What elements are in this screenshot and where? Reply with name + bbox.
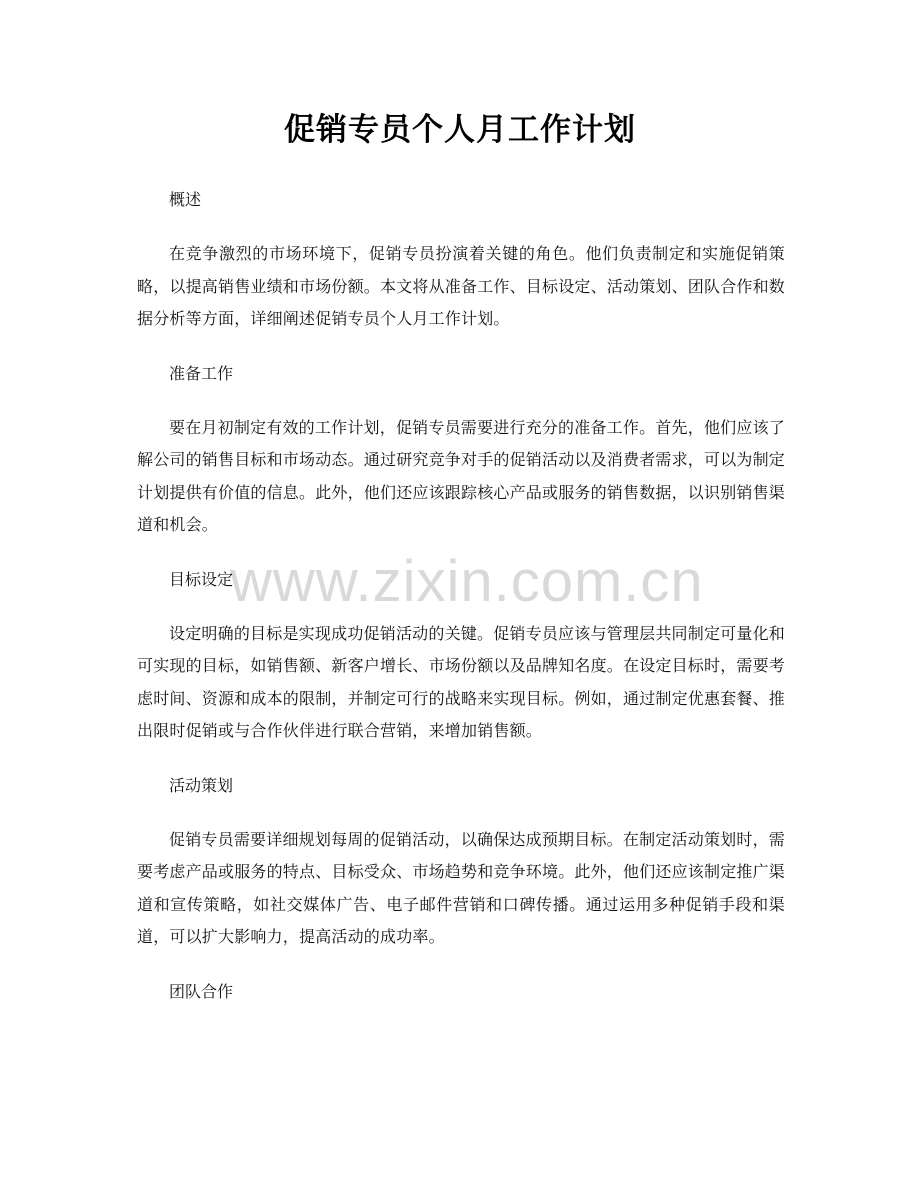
section-text-overview: 在竞争激烈的市场环境下，促销专员扮演着关键的角色。他们负责制定和实施促销策略，以提高销售业绩和市场份额。本文将从准备工作、目标设定、活动策划、团队合作和数据分析等方面，详细阐述促销专员个人月工作计划。: [137, 244, 786, 328]
section-heading-preparation: 准备工作: [169, 363, 234, 383]
document-title: 促销专员个人月工作计划: [284, 112, 636, 148]
section-heading-goal-setting: 目标设定: [169, 569, 234, 589]
section-heading-teamwork: 团队合作: [169, 981, 234, 1001]
watermark: www.zixin.com.cn: [230, 549, 704, 614]
section-text-preparation: 要在月初制定有效的工作计划，促销专员需要进行充分的准备工作。首先，他们应该了解公司的销售目标和市场动态。通过研究竞争对手的促销活动以及消费者需求，可以为制定计划提供有价值的信息。此外，他们还应该跟踪核心产品或服务的销售数据，以识别销售渠道和机会。: [137, 417, 786, 534]
document-body: [137, 184, 785, 1008]
section-heading-activity-planning: 活动策划: [169, 775, 234, 795]
section-text-activity-planning: 促销专员需要详细规划每周的促销活动，以确保达成预期目标。在制定活动策划时，需要考虑产品或服务的特点、目标受众、市场趋势和竞争环境。此外，他们还应该制定推广渠道和宣传策略，如社交媒体广告、电子邮件营销和口碑传播。通过运用多种促销手段和渠道，可以扩大影响力，提高活动的成功率。: [137, 829, 786, 946]
section-heading-overview: 概述: [169, 190, 202, 209]
section-text-goal-setting: 设定明确的目标是实现成功促销活动的关键。促销专员应该与管理层共同制定可量化和可实现的目标，如销售额、新客户增长、市场份额以及品牌知名度。在设定目标时，需要考虑时间、资源和成本的限制，并制定可行的战略来实现目标。例如，通过制定优惠套餐、推出限时促销或与合作伙伴进行联合营销，来增加销售额。: [137, 623, 786, 740]
